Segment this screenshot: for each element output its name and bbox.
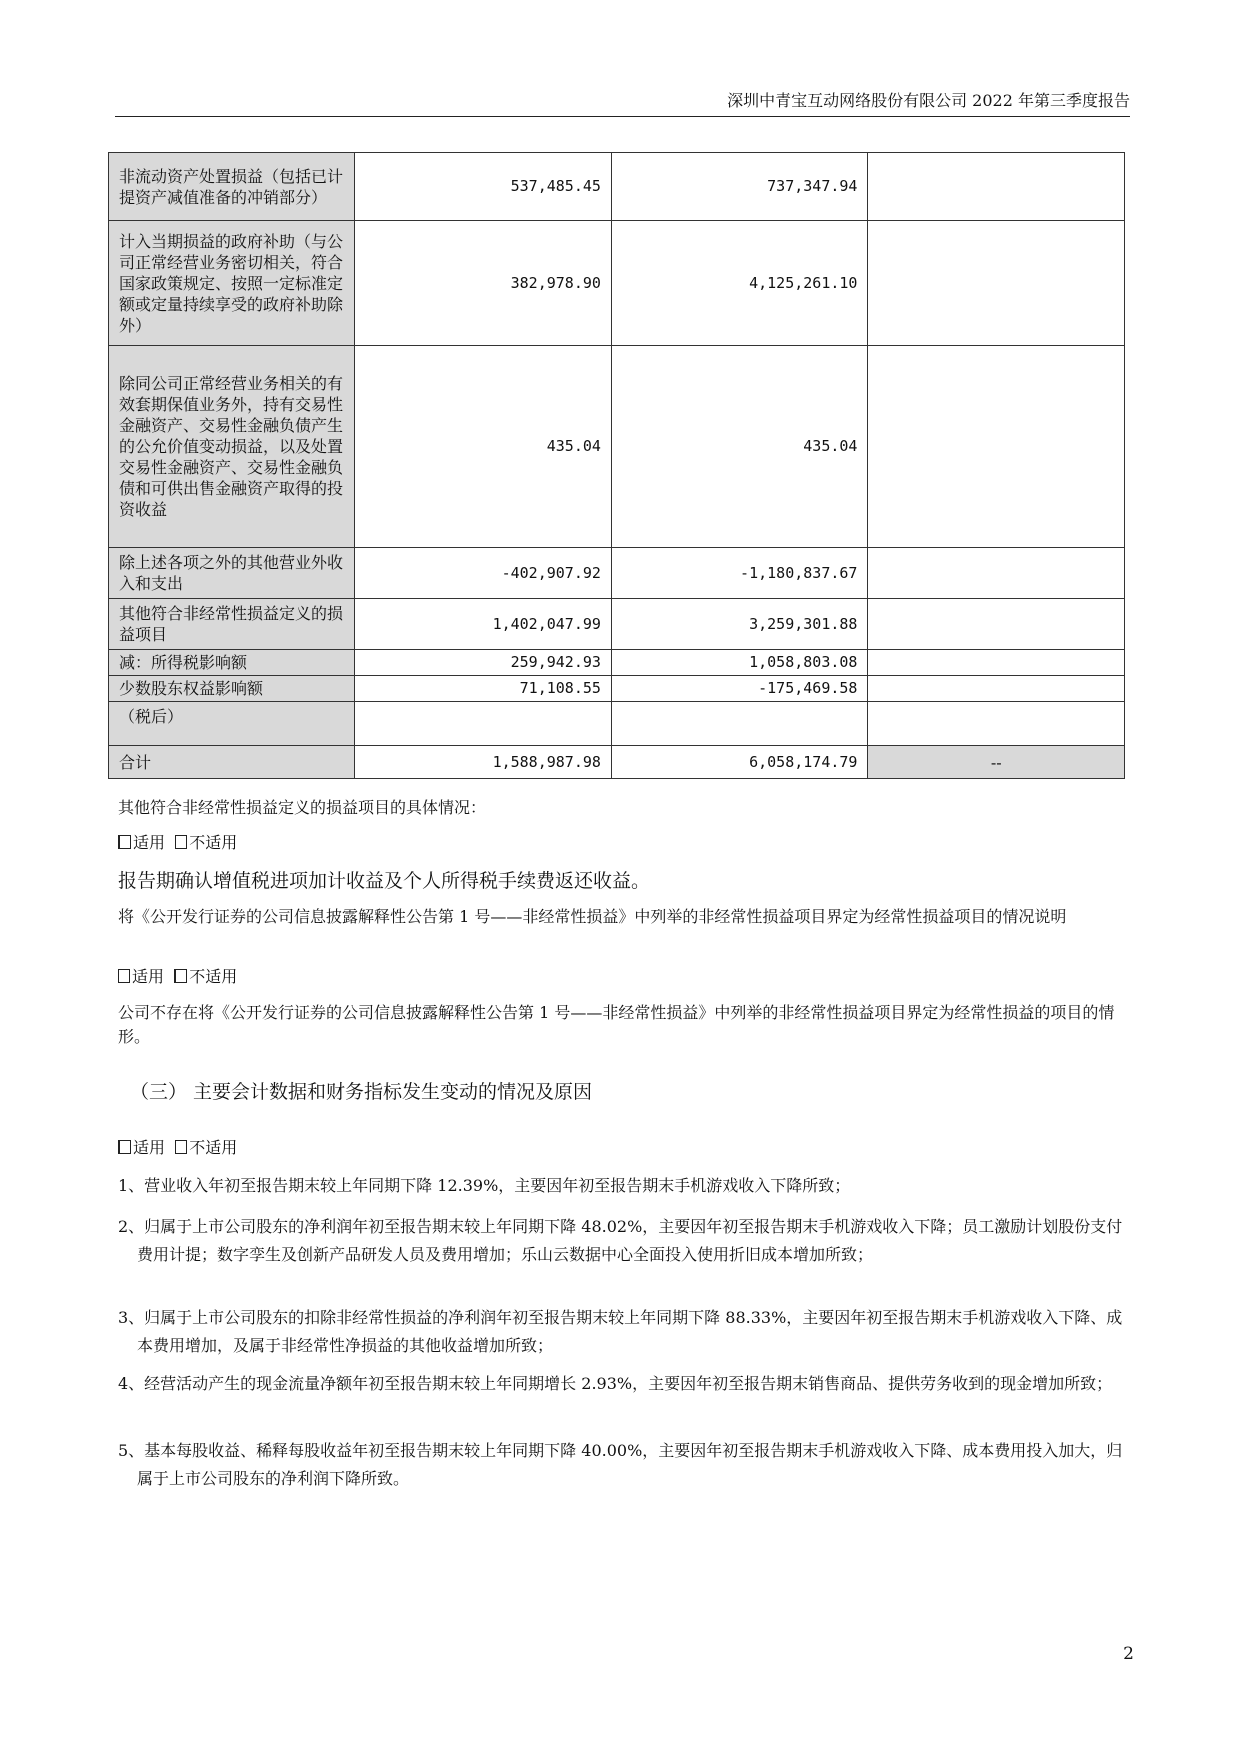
current-period-value: 1,402,047.99 [355,599,612,650]
row-label: 非流动资产处置损益（包括已计提资产减值准备的冲销部分） [109,153,355,221]
list-item: 5、基本每股收益、稀释每股收益年初至报告期末较上年同期下降 40.00%，主要因年初至报告期末手机游戏收入下降、成本费用投入加大，归属于上市公司股东的净利润下降所致。 [118,1441,1123,1488]
checkbox-checked-icon [174,969,187,983]
table-row-total [109,746,1125,779]
current-period-value: 1,588,987.98 [355,746,612,779]
list-item: 4、经营活动产生的现金流量净额年初至报告期末较上年同期增长 2.93%，主要因年初至报告期末销售商品、提供劳务收到的现金增加所致； [118,1374,1113,1393]
define-section-title: 将《公开发行证券的公司信息披露解释性公告第 1 号——非经常性损益》中列举的非经常性损益项目界定为经常性损益项目的情况说明 [118,907,1067,926]
note-cell [868,153,1125,221]
ytd-value: 6,058,174.79 [611,746,868,779]
page-number: 2 [1123,1644,1134,1664]
table-row [109,599,1125,650]
not-applicable-label: 不适用 [189,967,238,986]
other-items-content: 报告期确认增值税进项加计收益及个人所得税手续费返还收益。 [118,870,651,892]
ytd-value: -1,180,837.67 [611,548,868,599]
row-label: 其他符合非经常性损益定义的损益项目 [109,599,355,650]
ytd-value: 3,259,301.88 [611,599,868,650]
other-items-title: 其他符合非经常性损益定义的损益项目的具体情况： [118,798,487,817]
ytd-value: 435.04 [611,346,868,548]
note-cell [868,676,1125,702]
checkbox-checked-icon [118,1140,131,1154]
row-label: 除上述各项之外的其他营业外收入和支出 [109,548,355,599]
current-period-value: 537,485.45 [355,153,612,221]
row-label: （税后） [109,702,355,746]
note-cell [868,548,1125,599]
applicability-row [118,965,1118,989]
ytd-value: 4,125,261.10 [611,221,868,346]
current-period-value: 71,108.55 [355,676,612,702]
not-applicable-label: 不适用 [189,1138,238,1157]
current-period-value: -402,907.92 [355,548,612,599]
checkbox-checked-icon [118,835,131,849]
applicable-label: 适用 [133,1138,166,1157]
checkbox-icon [175,835,187,849]
table-row [109,650,1125,676]
section-heading: （三） 主要会计数据和财务指标发生变动的情况及原因 [130,1081,593,1103]
report-title: 深圳中青宝互动网络股份有限公司 2022 年第三季度报告 [727,91,1130,110]
current-period-value: 382,978.90 [355,221,612,346]
table-row [109,153,1125,221]
row-label: 减：所得税影响额 [109,650,355,676]
page-header [115,84,1130,117]
note-cell [868,702,1125,746]
checkbox-icon [118,969,130,983]
note-cell [868,346,1125,548]
applicable-label: 适用 [132,967,165,986]
list-item: 1、营业收入年初至报告期末较上年同期下降 12.39%，主要因年初至报告期末手机游戏收入下降所致； [118,1176,851,1195]
note-cell: -- [868,746,1125,779]
note-cell [868,650,1125,676]
note-cell [868,599,1125,650]
ytd-value: 737,347.94 [611,153,868,221]
table-row [109,221,1125,346]
applicability-row [118,831,1118,855]
table-row [109,676,1125,702]
ytd-value: -175,469.58 [611,676,868,702]
applicable-label: 适用 [133,833,166,852]
row-label: 计入当期损益的政府补助（与公司正常经营业务密切相关，符合国家政策规定、按照一定标准定额或定量持续享受的政府补助除外） [109,221,355,346]
applicability-row [118,1136,1118,1160]
row-label: 除同公司正常经营业务相关的有效套期保值业务外，持有交易性金融资产、交易性金融负债产生的公允价值变动损益，以及处置交易性金融资产、交易性金融负债和可供出售金融资产取得的投资收益 [109,346,355,548]
non-recurring-gains-table [108,152,1125,779]
current-period-value [355,702,612,746]
define-section-content: 公司不存在将《公开发行证券的公司信息披露解释性公告第 1 号——非经常性损益》中列举的非经常性损益项目界定为经常性损益的项目的情形。 [118,1003,1115,1046]
table-row [109,548,1125,599]
current-period-value: 435.04 [355,346,612,548]
list-item: 2、归属于上市公司股东的净利润年初至报告期末较上年同期下降 48.02%，主要因年初至报告期末手机游戏收入下降；员工激励计划股份支付费用计提；数字孪生及创新产品研发人员及费用增加；乐山云数据中心全面投入使用折旧成本增加所致； [118,1217,1123,1264]
ytd-value: 1,058,803.08 [611,650,868,676]
row-label: 少数股东权益影响额 [109,676,355,702]
ytd-value [611,702,868,746]
note-cell [868,221,1125,346]
not-applicable-label: 不适用 [189,833,238,852]
list-item: 3、归属于上市公司股东的扣除非经常性损益的净利润年初至报告期末较上年同期下降 88.33%，主要因年初至报告期末手机游戏收入下降、成本费用增加，及属于非经常性净损益的其他收益增加所致； [118,1308,1123,1355]
checkbox-icon [175,1140,187,1154]
table-row [109,702,1125,746]
table-row [109,346,1125,548]
row-label: 合计 [109,746,355,779]
current-period-value: 259,942.93 [355,650,612,676]
